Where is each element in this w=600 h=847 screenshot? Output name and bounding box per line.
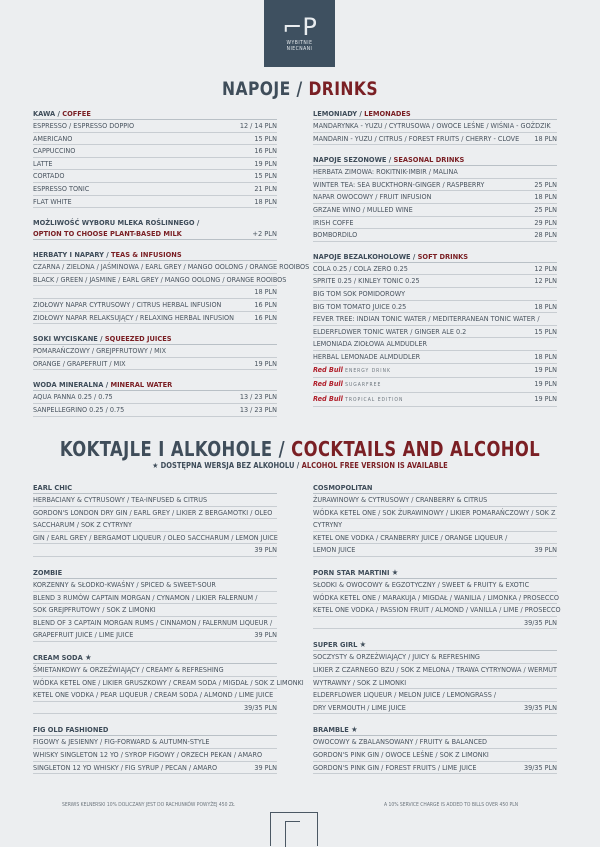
item-name: OWOCOWY & ZBALANSOWANY / FRUITY & BALANCED — [313, 737, 488, 747]
drinks-right-column — [313, 108, 557, 416]
item-price: 18 PLN — [534, 301, 557, 311]
item-price: 18 PLN — [534, 133, 557, 143]
item-price: 39/35 PLN — [523, 617, 557, 627]
cocktail-name: FIG OLD FASHIONED — [33, 725, 109, 735]
item-price: 18 PLN — [254, 196, 277, 206]
section-title-en: COFFEE — [62, 109, 91, 118]
cocktail-section — [33, 652, 304, 714]
item-name: GORDON'S PINK GIN / FOREST FRUITS / LIME JUICE — [313, 762, 477, 772]
item-name: LIKIER Z CZARNEGO BZU / SOK Z MELONA / TRAWA CYTRYNOWA / WERMUT — [313, 664, 557, 674]
item-name: KORZENNY & SŁODKO-KWAŚNY / SPICED & SWEET-SOUR — [33, 579, 216, 589]
menu-item — [313, 204, 557, 217]
section-title: WODA MINERALNA / MINERAL WATER — [33, 379, 277, 391]
item-price: 13 / 23 PLN — [239, 404, 277, 414]
item-name: ZIOŁOWY NAPAR RELAKSUJĄCY / RELAXING HERBAL INFUSION — [33, 312, 234, 322]
item-name: SANPELLEGRINO 0.25 / 0.75 — [33, 404, 125, 414]
item-name: GRZANE WINO / MULLED WINE — [313, 204, 413, 214]
item-name: ŚMIETANKOWY & ORZEŹWIAJĄCY / CREAMY & REFRESHING — [33, 664, 224, 674]
drinks-header-en: DRINKS — [308, 78, 378, 100]
alcohol-free-note — [0, 461, 600, 470]
item-name: CAPPUCCINO — [33, 146, 76, 156]
item-price: 19 PLN — [254, 158, 277, 168]
item-name: ELDERFLOWER LIQUEUR / MELON JUICE / LEMONGRASS / — [313, 690, 497, 700]
alcohol-free-note-pl: DOSTĘPNA WERSJA BEZ ALKOHOLU — [160, 461, 295, 470]
item-name: ŻURAWINOWY & CYTRUSOWY / CRANBERRY & CITRUS — [313, 495, 488, 504]
item-price: 21 PLN — [254, 183, 277, 193]
drinks-header-pl: NAPOJE — [222, 78, 291, 100]
item-name: CZARNA / ZIELONA / JAŚMINOWA / EARL GREY / MANGO OOLONG / ORANGE ROOIBOS — [33, 262, 310, 272]
menu-item — [33, 120, 277, 133]
item-name: WÓDKA KETEL ONE / MARAKUJA / MIGDAŁ / WANILIA / LIMONKA / PROSECCO — [313, 592, 559, 602]
service-note-pl: SERWIS KELNERSKI 10% DOLICZANY JEST DO RACHUNKÓW POWYŻEJ 450 ZŁ — [62, 802, 235, 808]
cocktail-name: PORN STAR MARTINI — [313, 567, 390, 577]
menu-item — [313, 664, 557, 677]
menu-item — [33, 170, 277, 183]
section-title-pl: LEMONIADY — [313, 109, 358, 118]
menu-item — [33, 544, 277, 557]
menu-item — [33, 345, 277, 358]
drinks-header — [54, 78, 546, 100]
menu-item — [313, 749, 557, 762]
menu-item — [33, 604, 277, 617]
bottom-logo-icon — [270, 812, 318, 846]
item-name: GRAPEFRUIT JUICE / LIME JUICE — [33, 630, 134, 640]
menu-section — [33, 217, 277, 240]
menu-item — [313, 604, 561, 617]
item-price: 19 PLN — [534, 379, 557, 389]
item-name: HERBATA ZIMOWA: ROKITNIK-IMBIR / MALINA — [313, 167, 458, 177]
menu-item — [313, 301, 557, 314]
menu-item — [33, 664, 277, 677]
item-price: 16 PLN — [254, 312, 277, 322]
drinks-header-sep: / — [290, 78, 309, 100]
section-title-pl: NAPOJE BEZALKOHOLOWE — [313, 251, 411, 261]
cocktails-header — [54, 437, 546, 461]
item-price: 15 PLN — [254, 171, 277, 181]
section-title-pl: KAWA — [33, 109, 56, 118]
section-title-en: OPTION TO CHOOSE PLANT-BASED MILK — [33, 229, 182, 239]
section-title-pl: SOKI WYCISKANE — [33, 334, 98, 344]
cocktails-header-pl: KOKTAJLE I ALKOHOLE — [59, 437, 273, 461]
item-name: AMERICANO — [33, 133, 73, 143]
item-price: 19 PLN — [254, 358, 277, 368]
cocktail-title — [313, 567, 557, 579]
menu-item — [313, 532, 557, 545]
section-title-pl: MOŻLIWOŚĆ WYBORU MLEKA ROŚLINNEGO / — [33, 218, 200, 228]
menu-item — [313, 507, 557, 520]
cocktail-name: CREAM SODA — [33, 652, 83, 662]
cocktail-title — [33, 724, 277, 736]
item-name: POMARAŃCZOWY / GREJPFRUTOWY / MIX — [33, 346, 167, 356]
logo-text — [287, 40, 313, 52]
cocktails-right-column — [313, 482, 561, 784]
menu-item — [33, 158, 277, 171]
item-name: ESPRESSO TONIC — [33, 183, 90, 193]
item-name: HERBACIANY & CYTRUSOWY / TEA-INFUSED & CITRUS — [33, 495, 208, 504]
item-price: 39/35 PLN — [523, 762, 557, 772]
star-icon: ★ — [152, 461, 159, 470]
cocktail-title — [313, 639, 557, 651]
item-price: 12 PLN — [534, 276, 557, 286]
item-name: HERBAL LEMONADE ALMDUDLER — [313, 351, 421, 361]
redbull-brand — [313, 364, 391, 378]
menu-item — [313, 179, 557, 192]
section-title: KAWA / COFFEE — [33, 108, 277, 120]
item-name: FEVER TREE: INDIAN TONIC WATER / MEDITERRANEAN TONIC WATER / — [313, 314, 540, 324]
item-name: FLAT WHITE — [33, 196, 72, 206]
section-title-pl: HERBATY I NAPARY — [33, 250, 104, 260]
item-name: MANDARYNKA - YUZU / CYTRUSOWA / OWOCE LEŚNE / WIŚNIA - GOŹDZIK — [313, 121, 551, 130]
menu-item — [313, 677, 557, 690]
cocktail-name: SUPER GIRL — [313, 640, 358, 650]
item-price: 19 PLN — [534, 393, 557, 403]
menu-section — [33, 333, 277, 370]
section-title: LEMONIADY / LEMONADES — [313, 108, 557, 120]
section-title-en: TEAS & INFUSIONS — [110, 250, 182, 260]
menu-item — [313, 651, 557, 664]
menu-item — [313, 351, 557, 364]
item-price: 12 / 14 PLN — [239, 121, 277, 130]
section-title — [33, 217, 277, 240]
item-name: SOCZYSTY & ORZEŹWIAJĄCY / JUICY & REFRESHING — [313, 652, 480, 662]
menu-item — [313, 762, 557, 775]
item-name: BLEND 3 RUMÓW CAPTAIN MORGAN / CYNAMON / LIKIER FALERNUM / — [33, 592, 258, 602]
section-title-en: SOFT DRINKS — [417, 251, 469, 261]
cocktail-title — [313, 482, 557, 494]
item-name: GORDON'S PINK GIN / OWOCE LEŚNE / SOK Z LIMONKI — [313, 749, 489, 759]
menu-item — [313, 689, 557, 702]
menu-section — [33, 249, 310, 324]
menu-section — [313, 108, 557, 145]
menu-item — [313, 702, 557, 715]
menu-item — [313, 120, 557, 133]
menu-item — [313, 229, 557, 242]
item-price: 25 PLN — [534, 204, 557, 214]
logo-text-line1: WYBITNIE — [286, 39, 313, 46]
menu-section — [33, 379, 277, 416]
menu-item — [33, 133, 277, 146]
menu-item — [313, 133, 557, 146]
menu-item — [33, 145, 277, 158]
redbull-variant: ENERGY DRINK — [345, 367, 391, 374]
drinks-left-column — [33, 108, 310, 426]
cocktail-title — [33, 567, 277, 579]
cocktail-section — [313, 482, 557, 557]
menu-item — [33, 579, 277, 592]
item-name: BLEND OF 3 CAPTAIN MORGAN RUMS / CINNAMON / FALERNUM LIQUEUR / — [33, 617, 273, 627]
star-icon: ★ — [351, 725, 358, 735]
item-name: KETEL ONE VODKA / PEAR LIQUEUR / CREAM SODA / ALMOND / LIME JUICE — [33, 690, 274, 700]
item-price: 15 PLN — [534, 326, 557, 336]
item-name: KETEL ONE VODKA / CRANBERRY JUICE / ORANGE LIQUEUR / — [313, 532, 508, 542]
item-name: SOK GREJPFRUTOWY / SOK Z LIMONKI — [33, 605, 156, 615]
item-name: DRY VERMOUTH / LIME JUICE — [313, 702, 406, 712]
item-name: WHISKY SINGLETON 12 YO / SYROP FIGOWY / ORZECH PEKAN / AMARO — [33, 749, 263, 759]
item-price: 18 PLN — [254, 287, 277, 297]
section-title: NAPOJE SEZONOWE / SEASONAL DRINKS — [313, 154, 557, 166]
menu-section — [33, 108, 277, 208]
item-name: BIG TOM TOMATO JUICE 0.25 — [313, 301, 407, 311]
redbull-logo: Red Bull — [313, 379, 343, 389]
item-name: WINTER TEA: SEA BUCKTHORN-GINGER / RASPBERRY — [313, 179, 485, 189]
item-name: GORDON'S LONDON DRY GIN / EARL GREY / LIKIER Z BERGAMOTKI / OLEO — [33, 507, 273, 517]
redbull-variant: SUGARFREE — [345, 382, 382, 389]
menu-item — [313, 191, 557, 204]
cocktail-name: EARL CHIC — [33, 483, 73, 492]
menu-item — [33, 507, 277, 520]
menu-item — [33, 358, 277, 371]
cocktail-section — [313, 567, 561, 629]
cocktail-section — [313, 724, 557, 774]
item-name: CORTADO — [33, 171, 65, 181]
menu-item — [33, 404, 277, 417]
item-price: 39/35 PLN — [243, 702, 277, 712]
menu-section — [313, 154, 557, 242]
redbull-brand — [313, 378, 381, 392]
menu-item — [313, 736, 557, 749]
menu-item — [313, 579, 557, 592]
logo-mark-icon: ⌐P — [282, 12, 317, 41]
section-title: SOKI WYCISKANE / SQUEEZED JUICES — [33, 333, 277, 345]
menu-item — [33, 312, 277, 325]
item-name: LEMONIADA ZIOŁOWA ALMDUDLER — [313, 339, 427, 349]
menu-item — [33, 286, 277, 299]
item-name: ESPRESSO / ESPRESSO DOPPIO — [33, 121, 135, 130]
item-price: 18 PLN — [534, 351, 557, 361]
service-note-en: A 10% SERVICE CHARGE IS ADDED TO BILLS OVER 450 PLN — [384, 802, 519, 808]
star-icon: ★ — [359, 640, 367, 650]
alcohol-free-note-en: ALCOHOL FREE VERSION IS AVAILABLE — [301, 461, 448, 470]
section-title-en: MINERAL WATER — [110, 380, 173, 390]
item-price: 12 PLN — [534, 263, 557, 273]
section-price: +2 PLN — [252, 229, 277, 239]
cocktail-section — [33, 482, 277, 557]
item-name: WYTRAWNY / SOK Z LIMONKI — [313, 677, 407, 687]
section-title-en: SQUEEZED JUICES — [104, 334, 172, 344]
menu-item — [33, 617, 277, 630]
menu-item — [33, 391, 277, 404]
item-price: 16 PLN — [254, 299, 277, 309]
item-name: CYTRYNY — [313, 520, 343, 530]
menu-item — [313, 313, 557, 326]
menu-item — [33, 261, 310, 274]
item-price: 39 PLN — [534, 545, 557, 555]
menu-item — [313, 544, 557, 557]
item-price: 29 PLN — [534, 217, 557, 227]
item-name: WÓDKA KETEL ONE / SOK ŻURAWINOWY / LIKIER POMARAŃCZOWY / SOK Z — [313, 507, 556, 517]
menu-item — [33, 629, 277, 642]
section-title-pl: NAPOJE SEZONOWE — [313, 155, 387, 165]
item-price: 25 PLN — [534, 179, 557, 189]
item-name: GIN / EARL GREY / BERGAMOT LIQUEUR / OLEO SACCHARUM / LEMON JUICE — [33, 532, 278, 542]
menu-item — [33, 677, 304, 690]
menu-item — [33, 532, 277, 545]
menu-item — [313, 617, 557, 630]
item-name: ELDERFLOWER TONIC WATER / GINGER ALE 0.2 — [313, 326, 467, 336]
item-name: KETEL ONE VODKA / PASSION FRUIT / ALMOND / VANILLA / LIME / PROSECCO — [313, 605, 561, 615]
menu-item — [33, 183, 277, 196]
item-name: BOMBORDILO — [313, 230, 358, 240]
menu-item — [33, 749, 277, 762]
item-name: FIGOWY & JESIENNY / FIG-FORWARD & AUTUMN-STYLE — [33, 737, 210, 747]
redbull-variant: TROPICAL EDITION — [345, 396, 404, 403]
cocktail-name: BRAMBLE — [313, 725, 349, 735]
star-icon: ★ — [391, 567, 399, 577]
redbull-item — [313, 393, 557, 408]
item-price: 16 PLN — [254, 146, 277, 156]
item-price: 39 PLN — [254, 762, 277, 772]
item-name: MANDARIN - YUZU / CITRUS / FOREST FRUITS / CHERRY - CLOVE — [313, 133, 520, 143]
menu-item — [33, 274, 287, 287]
cocktails-header-en: COCKTAILS AND ALCOHOL — [291, 437, 541, 461]
redbull-logo: Red Bull — [313, 393, 343, 403]
menu-item — [313, 263, 557, 276]
menu-item — [33, 689, 277, 702]
menu-item — [313, 275, 557, 288]
menu-item — [313, 166, 557, 179]
cocktail-name: COSMOPOLITAN — [313, 483, 373, 492]
redbull-item — [313, 378, 557, 393]
menu-item — [313, 338, 557, 351]
item-name: BIG TOM SOK POMIDOROWY — [313, 288, 406, 298]
cocktails-header-sep: / — [272, 437, 292, 461]
item-price: 39 PLN — [254, 545, 277, 555]
menu-item — [33, 494, 277, 507]
menu-item — [313, 288, 557, 301]
alcohol-free-note-sep: / — [294, 461, 302, 470]
item-name: WÓDKA KETEL ONE / LIKIER GRUSZKOWY / CREAM SODA / MIGDAŁ / SOK Z LIMONKI — [33, 677, 304, 687]
item-price: 13 / 23 PLN — [239, 392, 277, 402]
item-name: NAPAR OWOCOWY / FRUIT INFUSION — [313, 192, 432, 202]
cocktail-title — [313, 724, 557, 736]
item-name: SPRITE 0.25 / KINLEY TONIC 0.25 — [313, 276, 420, 286]
item-name: ORANGE / GRAPEFRUIT / MIX — [33, 358, 126, 368]
restaurant-logo — [264, 0, 335, 67]
item-name: SACCHARUM / SOK Z CYTRYNY — [33, 520, 132, 530]
section-title: HERBATY I NAPARY / TEAS & INFUSIONS — [33, 249, 277, 261]
item-price: 18 PLN — [534, 192, 557, 202]
cocktail-name: ZOMBIE — [33, 567, 63, 577]
item-price: 39 PLN — [254, 630, 277, 640]
cocktails-left-column — [33, 482, 304, 784]
menu-item — [313, 519, 557, 532]
star-icon: ★ — [85, 652, 92, 662]
menu-item — [33, 736, 277, 749]
cocktail-section — [33, 724, 277, 774]
item-price: 39/35 PLN — [523, 702, 557, 712]
logo-text-line2: NIECNANI — [286, 45, 313, 52]
item-name: SINGLETON 12 YO WHISKY / FIG SYRUP / PECAN / AMARO — [33, 762, 218, 772]
section-title-en: SEASONAL DRINKS — [393, 155, 465, 165]
menu-item — [313, 592, 557, 605]
cocktail-title — [33, 482, 277, 494]
cocktail-title — [33, 652, 277, 664]
item-name: LATTE — [33, 158, 53, 168]
cocktail-section — [33, 567, 277, 642]
redbull-item — [313, 364, 557, 379]
menu-item — [33, 519, 277, 532]
menu-item — [313, 494, 557, 507]
menu-item — [33, 299, 277, 312]
menu-item — [313, 326, 557, 339]
item-name: BLACK / GREEN / JASMINE / EARL GREY / MANGO OOLONG / ORANGE ROOIBOS — [33, 274, 287, 284]
item-name: ZIOŁOWY NAPAR CYTRUSOWY / CITRUS HERBAL INFUSION — [33, 299, 222, 309]
menu-item — [33, 702, 277, 715]
section-title-pl: WODA MINERALNA — [33, 380, 104, 390]
item-price: 28 PLN — [534, 230, 557, 240]
redbull-logo: Red Bull — [313, 364, 343, 374]
menu-item — [313, 217, 557, 230]
item-name: SŁODKI & OWOCOWY & EGZOTYCZNY / SWEET & FRUITY & EXOTIC — [313, 579, 530, 589]
item-name: IRISH COFFE — [313, 217, 354, 227]
menu-item — [33, 196, 277, 209]
item-name: COLA 0.25 / COLA ZERO 0.25 — [313, 263, 408, 273]
item-name: LEMON JUICE — [313, 545, 356, 555]
item-name: AQUA PANNA 0.25 / 0.75 — [33, 392, 113, 402]
item-price: 19 PLN — [534, 364, 557, 374]
menu-item — [33, 592, 277, 605]
redbull-brand — [313, 393, 403, 407]
cocktail-section — [313, 639, 557, 714]
section-title-en: LEMONADES — [364, 109, 411, 118]
menu-item — [33, 762, 277, 775]
item-price: 15 PLN — [254, 133, 277, 143]
section-title: NAPOJE BEZALKOHOLOWE / SOFT DRINKS — [313, 251, 557, 263]
menu-section — [313, 251, 557, 408]
